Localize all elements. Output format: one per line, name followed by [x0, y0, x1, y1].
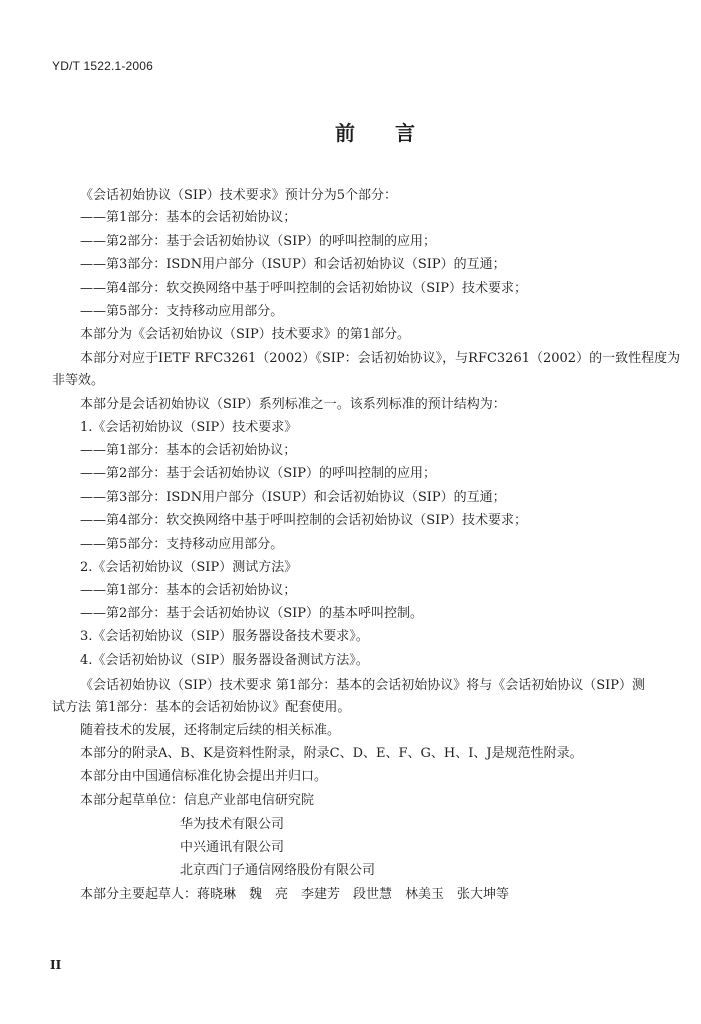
part-list-item: ——第4部分：软交换网络中基于呼叫控制的会话初始协议（SIP）技术要求；: [80, 513, 528, 528]
paragraph-line: 本部分的附录A、B、K是资料性附录，附录C、D、E、F、G、H、I、J是规范性附录。: [80, 746, 583, 761]
series-item: 1.《会话初始协议（SIP）技术要求》: [80, 420, 298, 435]
series-item: 2.《会话初始协议（SIP）测试方法》: [80, 560, 298, 575]
part-list-item: ——第1部分：基本的会话初始协议；: [80, 583, 297, 598]
paragraph-line: 本部分为《会话初始协议（SIP）技术要求》的第1部分。: [80, 327, 411, 342]
drafting-units-line: 本部分起草单位：信息产业部电信研究院: [80, 793, 315, 808]
paragraph-line: 本部分是会话初始协议（SIP）系列标准之一。该系列标准的预计结构为：: [80, 397, 506, 412]
paragraph-continuation: 非等效。: [52, 373, 105, 388]
drafting-unit: 中兴通讯有限公司: [180, 840, 285, 855]
part-list-item: ——第1部分：基本的会话初始协议；: [80, 210, 297, 225]
intro-line: 《会话初始协议（SIP）技术要求》预计分为5个部分：: [80, 188, 398, 203]
paragraph-continuation: 试方法 第1部分：基本的会话初始协议》配套使用。: [52, 700, 351, 715]
paragraph-line: 本部分对应于IETF RFC3261（2002）《SIP：会话初始协议》，与RFC3261（2002）的一致性程度为: [80, 351, 681, 366]
document-number: YD/T 1522.1-2006: [52, 59, 154, 73]
part-list-item: ——第2部分：基于会话初始协议（SIP）的呼叫控制的应用；: [80, 466, 437, 481]
part-list-item: ——第2部分：基于会话初始协议（SIP）的呼叫控制的应用；: [80, 234, 437, 249]
page-title: 前 言: [335, 121, 415, 145]
part-list-item: ——第1部分：基本的会话初始协议；: [80, 443, 297, 458]
part-list-item: ——第5部分：支持移动应用部分。: [80, 537, 284, 552]
series-item: 4.《会话初始协议（SIP）服务器设备测试方法》。: [80, 653, 369, 668]
part-list-item: ——第3部分：ISDN用户部分（ISUP）和会话初始协议（SIP）的互通；: [80, 257, 506, 272]
drafting-unit: 北京西门子通信网络股份有限公司: [180, 863, 376, 878]
part-list-item: ——第3部分：ISDN用户部分（ISUP）和会话初始协议（SIP）的互通；: [80, 490, 506, 505]
part-list-item: ——第2部分：基于会话初始协议（SIP）的基本呼叫控制。: [80, 606, 424, 621]
paragraph-line: 本部分由中国通信标准化协会提出并归口。: [80, 769, 328, 784]
drafters-line: 本部分主要起草人：蒋晓琳 魏 亮 李建芳 段世慧 林美玉 张大坤等: [80, 887, 510, 902]
paragraph-line: 《会话初始协议（SIP）技术要求 第1部分：基本的会话初始协议》将与《会话初始协议（SIP）测: [80, 678, 645, 693]
part-list-item: ——第4部分：软交换网络中基于呼叫控制的会话初始协议（SIP）技术要求；: [80, 281, 528, 296]
series-item: 3.《会话初始协议（SIP）服务器设备技术要求》。: [80, 629, 369, 644]
page-number: II: [50, 958, 62, 972]
drafting-unit: 华为技术有限公司: [180, 817, 285, 832]
part-list-item: ——第5部分：支持移动应用部分。: [80, 304, 284, 319]
paragraph-line: 随着技术的发展，还将制定后续的相关标准。: [80, 723, 341, 738]
